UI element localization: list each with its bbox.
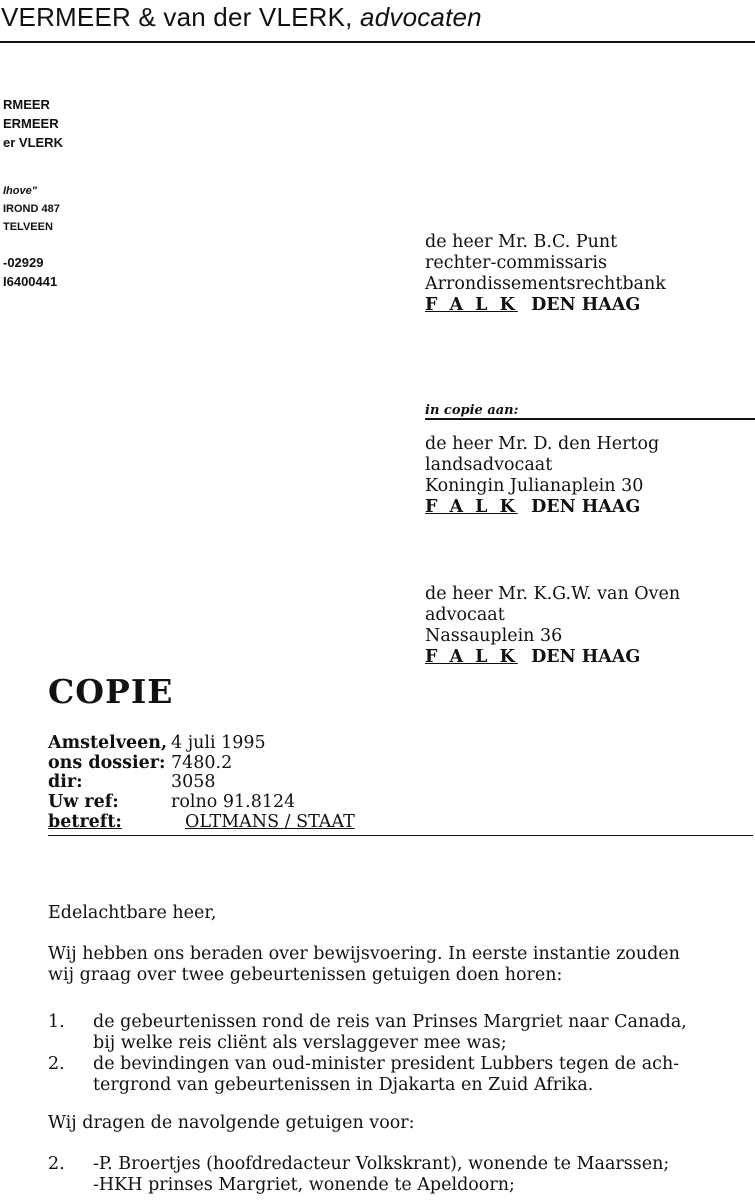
meta-value: 4 juli 1995 <box>171 733 266 753</box>
sidebar-address-line: Ihove" <box>3 185 37 197</box>
cc-recipient <box>425 434 659 518</box>
meta-row <box>48 753 355 774</box>
list-item-line: bij welke reis cliënt als verslaggever mee was; <box>93 1033 507 1053</box>
list-item <box>48 1054 687 1096</box>
postal-code: F A L K <box>425 647 518 667</box>
meta-value: 3058 <box>171 772 216 792</box>
intro-line: Wij hebben ons beraden over bewijsvoering. In eerste instantie zouden <box>48 944 680 964</box>
meta-label: Uw ref: <box>48 792 119 812</box>
recipient-postal-line <box>425 295 666 316</box>
intro-paragraph <box>48 944 680 986</box>
meta-value: rolno 91.8124 <box>171 792 296 812</box>
sidebar-name: er VLERK <box>3 135 63 150</box>
salutation: Edelachtbare heer, <box>48 903 217 923</box>
meta-row <box>48 792 355 813</box>
list-item-line: de gebeurtenissen rond de reis van Prinses Margriet naar Canada, <box>93 1012 687 1032</box>
meta-row <box>48 772 355 793</box>
witness-intro: Wij dragen de navolgende getuigen voor: <box>48 1113 415 1133</box>
postal-code: F A L K <box>425 295 518 315</box>
recipient-block <box>425 232 666 316</box>
cc-recipient-line: landsadvocaat <box>425 455 553 475</box>
meta-row <box>48 733 355 754</box>
sidebar-numbers <box>3 253 57 291</box>
copie-stamp: COPIE <box>48 672 174 711</box>
firm-name: VERMEER & van der VLERK, <box>1 2 353 32</box>
recipient-line: de heer Mr. B.C. Punt <box>425 232 618 252</box>
meta-label: dir: <box>48 772 83 792</box>
cc-rule <box>425 418 755 420</box>
cc-recipient-line: de heer Mr. D. den Hertog <box>425 434 660 454</box>
cc-recipient-postal-line <box>425 497 659 518</box>
meta-rule <box>48 835 753 836</box>
meta-label: Amstelveen, <box>48 733 168 753</box>
witness-line: -P. Broertjes (hoofdredacteur Volkskrant), wonende te Maarssen; <box>93 1154 670 1174</box>
recipient-line: Arrondissementsrechtbank <box>425 274 666 294</box>
list-item <box>48 1012 687 1054</box>
cc-recipient-line: de heer Mr. K.G.W. van Oven <box>425 584 681 604</box>
meta-row <box>48 812 355 833</box>
numbered-list <box>48 1012 687 1096</box>
cc-recipient-line: Koningin Julianaplein 30 <box>425 476 644 496</box>
sidebar-address-line: TELVEEN <box>3 221 53 233</box>
cc-recipient <box>425 584 680 668</box>
meta-label: betreft: <box>48 812 122 832</box>
sidebar-names <box>3 95 63 152</box>
list-number: 2. <box>48 1054 65 1074</box>
witness-list <box>48 1154 669 1196</box>
list-number: 1. <box>48 1012 65 1032</box>
intro-line: wij graag over twee gebeurtenissen getuigen doen horen: <box>48 965 563 985</box>
meta-value: OLTMANS / STAAT <box>185 812 355 832</box>
cc-recipient-city: DEN HAAG <box>531 497 641 517</box>
postal-code: F A L K <box>425 497 518 517</box>
meta-block <box>48 733 355 833</box>
list-number: 2. <box>48 1154 65 1174</box>
cc-recipient-line: advocaat <box>425 605 505 625</box>
cc-label: in copie aan: <box>425 403 519 418</box>
cc-recipient-postal-line <box>425 647 680 668</box>
meta-value: 7480.2 <box>171 753 233 773</box>
header-rule <box>0 41 755 43</box>
letterhead <box>1 2 482 33</box>
cc-recipient-city: DEN HAAG <box>531 647 641 667</box>
sidebar-number: I6400441 <box>3 274 58 289</box>
sidebar-number: -02929 <box>3 255 44 270</box>
sidebar-address <box>3 182 60 236</box>
sidebar-name: ERMEER <box>3 116 59 131</box>
witness-line: -HKH prinses Margriet, wonende te Apeldoorn; <box>93 1175 515 1195</box>
recipient-line: rechter-commissaris <box>425 253 607 273</box>
list-item-line: de bevindingen van oud-minister president Lubbers tegen de ach- <box>93 1054 680 1074</box>
recipient-city: DEN HAAG <box>531 295 641 315</box>
list-item-line: tergrond van gebeurtenissen in Djakarta en Zuid Afrika. <box>93 1075 594 1095</box>
cc-recipient-line: Nassauplein 36 <box>425 626 563 646</box>
sidebar-name: RMEER <box>3 97 50 112</box>
firm-profession: advocaten <box>360 2 482 32</box>
sidebar-address-line: IROND 487 <box>3 203 60 215</box>
meta-label: ons dossier: <box>48 753 166 773</box>
